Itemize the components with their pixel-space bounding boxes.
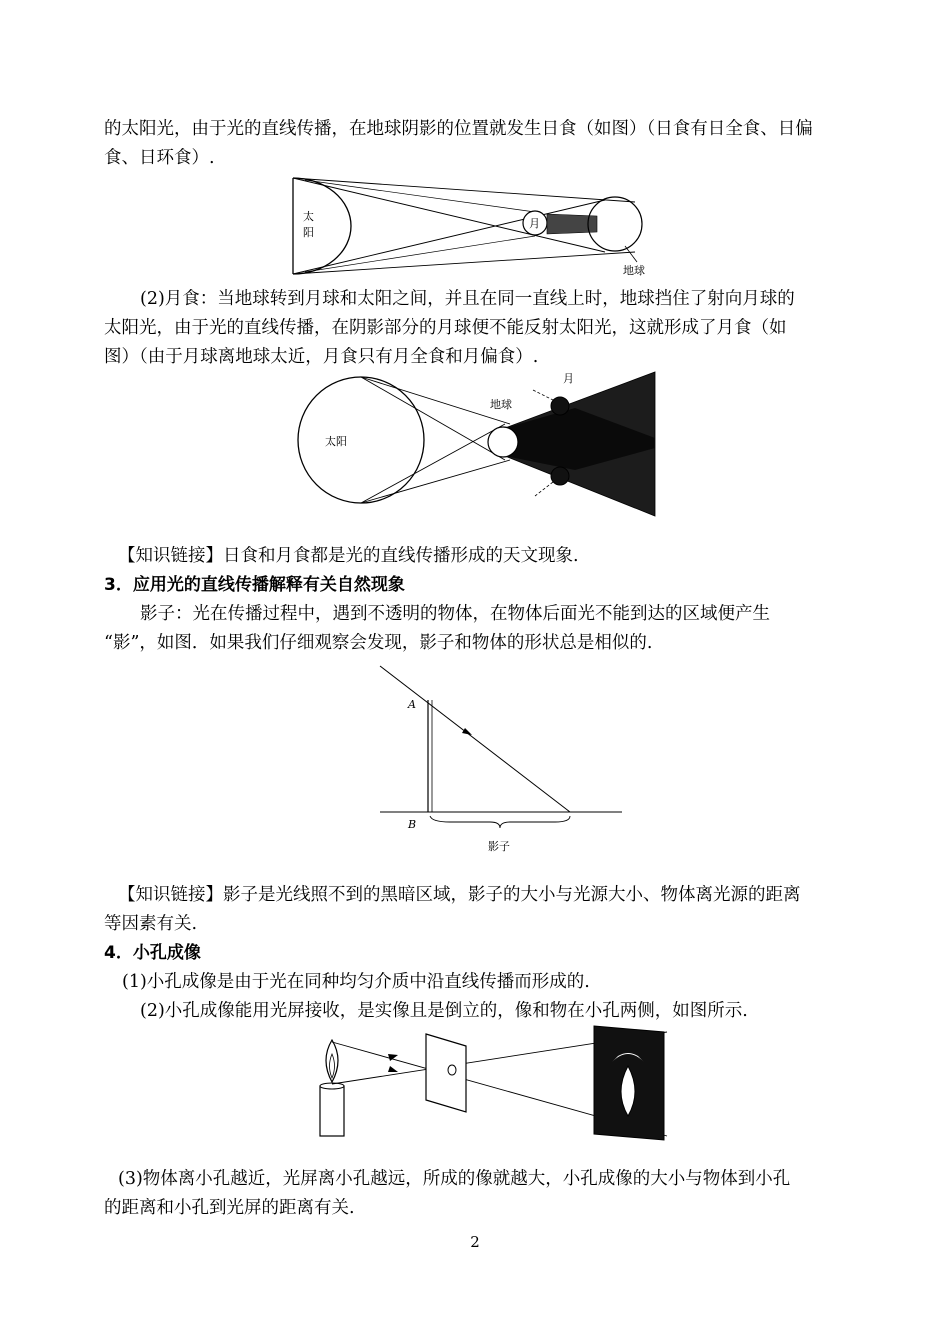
moon-label: 月 bbox=[563, 372, 574, 385]
lunar-eclipse-text-1: (2)月食：当地球转到月球和太阳之间，并且在同一直线上时，地球挡住了射向月球的 bbox=[140, 289, 795, 309]
pinhole-text-3-2: 的距离和小孔到光屏的距离有关. bbox=[104, 1198, 355, 1218]
earth-label: 地球 bbox=[490, 398, 512, 411]
candle-shape bbox=[320, 1086, 344, 1136]
shadow-text-1: 影子：光在传播过程中，遇到不透明的物体，在物体后面光不能到达的区域便产生 bbox=[140, 604, 770, 624]
sun-label: 太 bbox=[303, 210, 314, 223]
knowledge-link-shadow-1: 【知识链接】影子是光线照不到的黑暗区域，影子的大小与光源大小、物体离光源的距离 bbox=[118, 885, 801, 905]
solar-eclipse-text-1: 的太阳光，由于光的直线传播，在地球阴影的位置就发生日食（如图）（日食有日全食、日偏 bbox=[104, 119, 813, 139]
moon-label: 月 bbox=[529, 217, 540, 230]
page-number: 2 bbox=[470, 1233, 480, 1251]
earth-label: 地球 bbox=[623, 264, 645, 277]
knowledge-link-eclipse: 【知识链接】日食和月食都是光的直线传播形成的天文现象. bbox=[118, 546, 579, 566]
solar-eclipse-figure bbox=[285, 176, 655, 284]
sun-shape bbox=[298, 377, 424, 503]
point-b-label: B bbox=[408, 818, 417, 831]
sun-label: 太阳 bbox=[325, 435, 347, 448]
pinhole-plate bbox=[426, 1034, 466, 1112]
pinhole-text-2: (2)小孔成像能用光屏接收，是实像且是倒立的，像和物在小孔两侧，如图所示. bbox=[140, 1001, 748, 1021]
section-4-heading: 4．小孔成像 bbox=[104, 943, 201, 963]
svg-text:阳: 阳 bbox=[303, 226, 314, 239]
shadow-label: 影子 bbox=[488, 840, 510, 853]
point-a-label: A bbox=[408, 698, 416, 711]
pinhole-text-1: (1)小孔成像是由于光在同种均匀介质中沿直线传播而形成的. bbox=[122, 972, 590, 992]
lunar-eclipse-text-2: 太阳光，由于光的直线传播，在阴影部分的月球便不能反射太阳光，这就形成了月食（如 bbox=[104, 318, 787, 338]
sun-shape bbox=[293, 178, 351, 274]
shadow-text-2: “影”，如图．如果我们仔细观察会发现，影子和物体的形状总是相似的. bbox=[104, 633, 653, 653]
lunar-eclipse-text-3: 图）（由于月球离地球太近，月食只有月全食和月偏食）. bbox=[104, 347, 539, 367]
section-3-heading: 3．应用光的直线传播解释有关自然现象 bbox=[104, 575, 405, 595]
lunar-eclipse-figure bbox=[295, 368, 665, 524]
shadow-figure bbox=[370, 662, 630, 862]
solar-eclipse-text-2: 食、日环食）. bbox=[104, 148, 215, 168]
pinhole-figure bbox=[312, 1024, 672, 1148]
pinhole-text-3-1: (3)物体离小孔越近，光屏离小孔越远，所成的像就越大，小孔成像的大小与物体到小孔 bbox=[118, 1169, 791, 1189]
knowledge-link-shadow-2: 等因素有关. bbox=[104, 914, 198, 934]
earth-shape bbox=[488, 427, 518, 457]
